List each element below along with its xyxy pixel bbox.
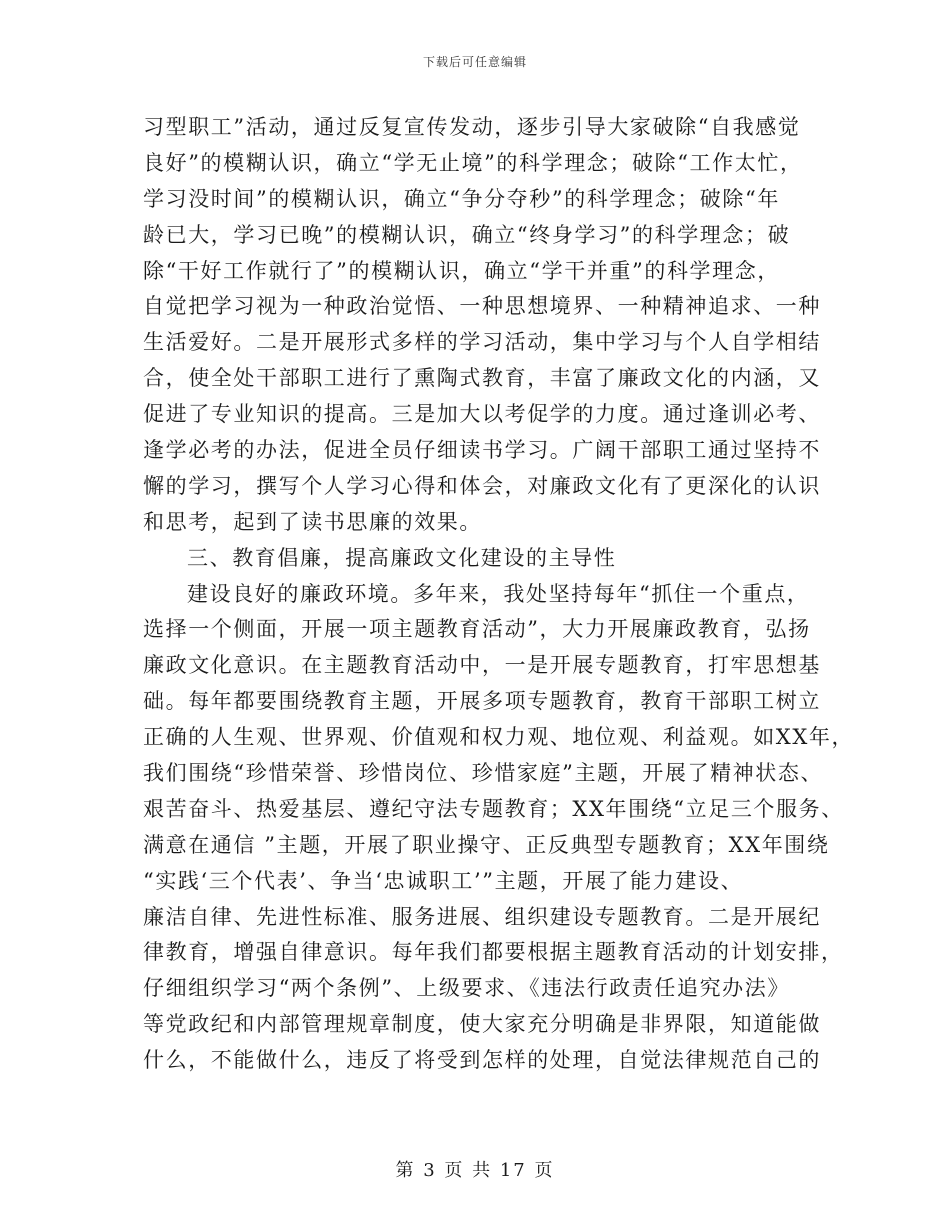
document-body [143, 110, 855, 1079]
text-line: 等党政纪和内部管理规章制度，使大家充分明确是非界限，知道能做 [143, 1012, 821, 1037]
text-line: 自觉把学习视为一种政治觉悟、一种思想境界、一种精神追求、一种 [143, 294, 821, 319]
page-header-note: 下载后可任意编辑 [422, 55, 527, 69]
text-line: 选择一个侧面，开展一项主题教育活动”，大力开展廉政教育，弘扬 [143, 617, 811, 642]
text-line: 仔细组织学习“两个条例”、上级要求、《违法行政责任追究办法》 [143, 976, 790, 1001]
text-line: “实践‘三个代表’、争当‘忠诚职工’”主题，开展了能力建设、 [143, 868, 744, 893]
text-line: 满意在通信 ”主题，开展了职业操守、正反典型专题教育；XX年围绕 [143, 832, 830, 857]
text-line: 良好”的模糊认识，确立“学无止境”的科学理念；破除“工作太忙， [143, 150, 803, 175]
text-line: 我们围绕“珍惜荣誉、珍惜岗位、珍惜家庭”主题，开展了精神状态、 [143, 761, 824, 786]
paragraph-first-line: 建设良好的廉政环境。多年来，我处坚持每年“抓住一个重点， [187, 581, 810, 606]
text-line: 龄已大，学习已晚”的模糊认识，确立“终身学习”的科学理念；破 [143, 222, 791, 247]
page-number: 第 3 页 共 17 页 [395, 1160, 555, 1181]
text-line: 除“干好工作就行了”的模糊认识，确立“学干并重”的科学理念， [143, 258, 780, 283]
text-line: 础。每年都要围绕教育主题，开展多项专题教育，教育干部职工树立 [143, 689, 821, 714]
text-line: 生活爱好。二是开展形式多样的学习活动，集中学习与个人自学相结 [143, 330, 821, 355]
text-line: 艰苦奋斗、热爱基层、遵纪守法专题教育；XX年围绕“立足三个服务、 [143, 796, 844, 821]
text-line: 促进了专业知识的提高。三是加大以考促学的力度。通过逢训必考、 [143, 402, 821, 427]
section-heading: 三、教育倡廉，提高廉政文化建设的主导性 [187, 545, 617, 570]
text-line: 逢学必考的办法，促进全员仔细读书学习。广阔干部职工通过坚持不 [143, 438, 821, 463]
text-line: 廉洁自律、先进性标准、服务进展、组织建设专题教育。二是开展纪 [143, 904, 821, 929]
text-line: 学习没时间”的模糊认识，确立“争分夺秒”的科学理念；破除“年 [143, 186, 780, 211]
text-line: 什么，不能做什么，违反了将受到怎样的处理，自觉法律规范自己的 [143, 1048, 821, 1073]
text-line: 合，使全处干部职工进行了熏陶式教育，丰富了廉政文化的内涵，又 [143, 366, 821, 391]
text-line: 懈的学习，撰写个人学习心得和体会，对廉政文化有了更深化的认识 [143, 473, 821, 498]
text-line: 廉政文化意识。在主题教育活动中，一是开展专题教育，打牢思想基 [143, 653, 821, 678]
text-line: 和思考，起到了读书思廉的效果。 [143, 509, 482, 534]
text-line: 律教育，增强自律意识。每年我们都要根据主题教育活动的计划安排， [143, 940, 844, 965]
text-line: 习型职工”活动，通过反复宣传发动，逐步引导大家破除“自我感觉 [143, 115, 801, 139]
text-line: 正确的人生观、世界观、价值观和权力观、地位观、利益观。如XX年， [143, 725, 855, 750]
